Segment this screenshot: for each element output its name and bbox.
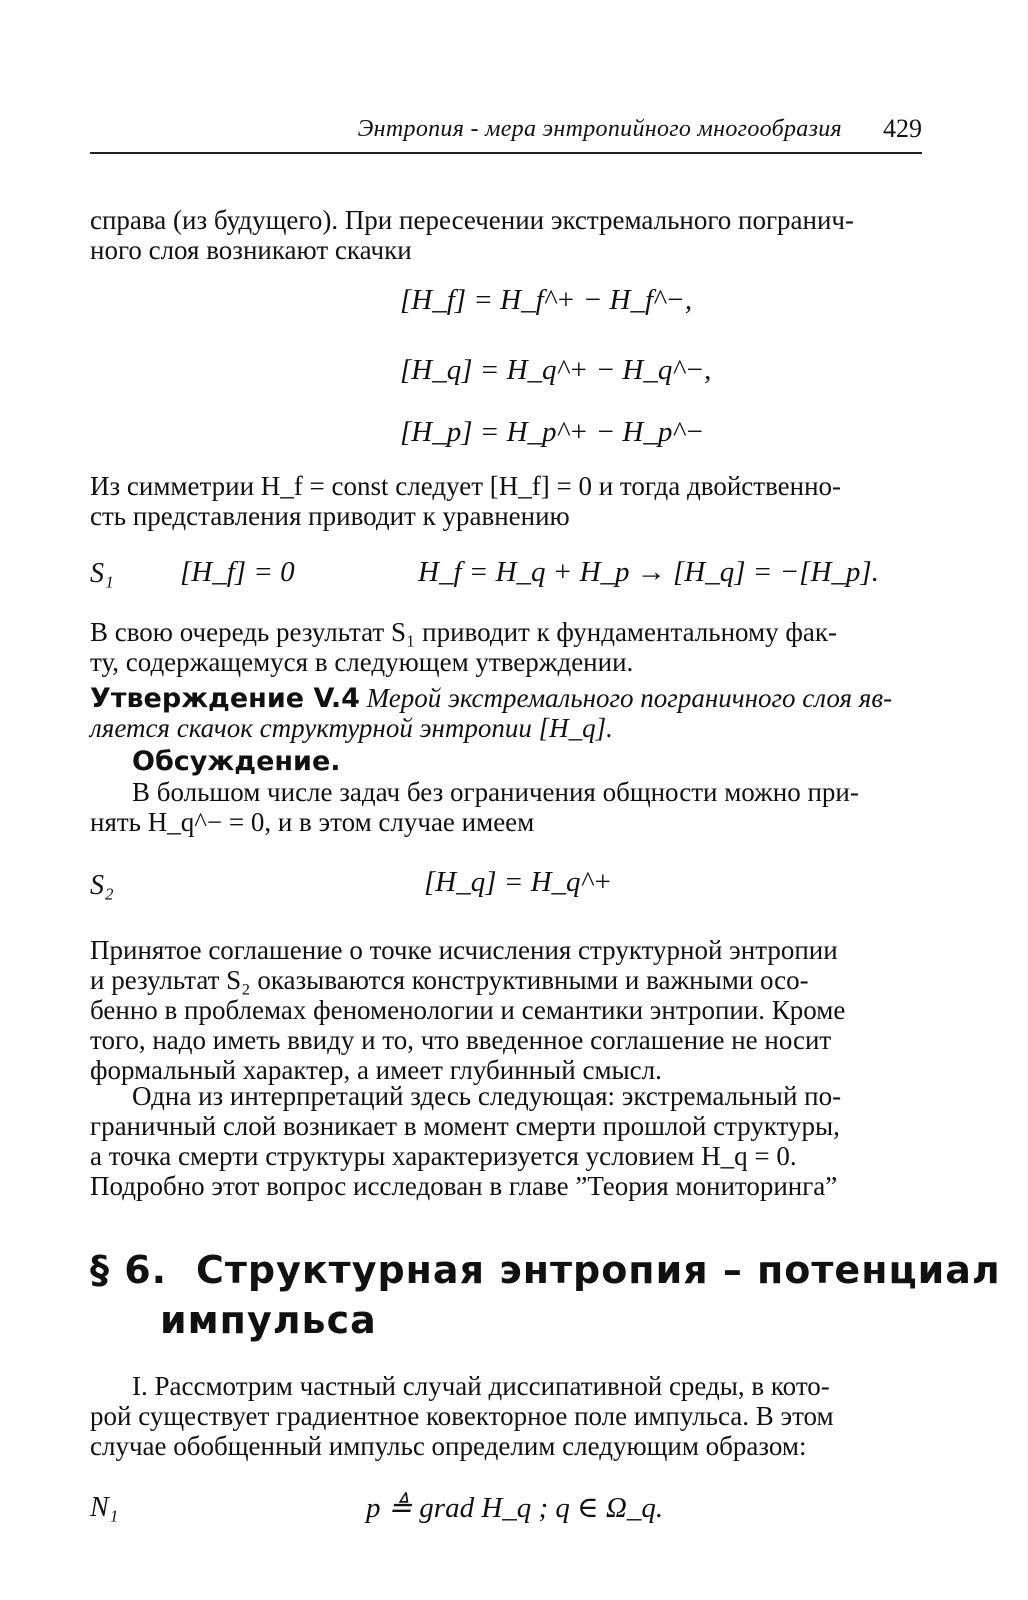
para1-line1: справа (из будущего). При пересечении экстремального погранич- xyxy=(90,205,855,235)
para5-line4: Подробно этот вопрос исследован в главе ”Теория мониторинга” xyxy=(90,1171,838,1201)
para4-line2: и результат S₂ оказываются конструктивными и важными осо- xyxy=(90,965,809,995)
running-header xyxy=(90,112,922,154)
para4-line5: формальный характер, а имеет глубинный смысл. xyxy=(90,1055,662,1085)
para5-line1: Одна из интерпретаций здесь следующая: экстремальный по- xyxy=(132,1081,842,1111)
equation-label-n1: N₁ xyxy=(90,1492,119,1523)
statement-heading: Утверждение V.4 xyxy=(90,683,360,714)
para2-line1: Из симметрии H_f = const следует [H_f] = 0 и тогда двойственно- xyxy=(90,471,842,501)
jump-equation-hp: [H_p] = H_p^+ − H_p^− xyxy=(400,416,705,448)
section-title-line1: Структурная энтропия – потенциал xyxy=(196,1248,1001,1292)
equation-label-s2: S₂ xyxy=(90,870,114,901)
para2-line2: сть представления приводит к уравнению xyxy=(90,501,570,531)
equation-s1-left: [H_f] = 0 xyxy=(180,556,295,588)
jump-equation-hf: [H_f] = H_f^+ − H_f^−, xyxy=(400,284,693,316)
jump-equation-hq: [H_q] = H_q^+ − H_q^−, xyxy=(400,354,712,386)
discussion-line1: В большом числе задач без ограничения общности можно при- xyxy=(132,777,859,807)
para6-line2: рой существует градиентное ковекторное поле импульса. В этом xyxy=(90,1401,834,1431)
para6-line3: случае обобщенный импульс определим следующим образом: xyxy=(90,1431,807,1461)
equation-n1: p ≜ grad H_q ; q ∈ Ω_q. xyxy=(366,1492,664,1524)
para1-line2: ного слоя возникают скачки xyxy=(90,235,412,265)
section-number: § 6. xyxy=(90,1248,168,1292)
para4-line4: того, надо иметь ввиду и то, что введенное соглашение не носит xyxy=(90,1025,832,1055)
para5-line2: граничный слой возникает в момент смерти прошлой структуры, xyxy=(90,1111,840,1141)
section-title-line2: импульса xyxy=(160,1298,377,1342)
statement-line2: ляется скачок структурной энтропии [H_q]. xyxy=(90,713,613,743)
equation-label-s1: S₁ xyxy=(90,558,114,589)
header-title: Энтропия - мера энтропийного многообразия xyxy=(357,116,842,142)
para5-line3: а точка смерти структуры характеризуется условием H_q = 0. xyxy=(90,1141,797,1171)
para6-line1: I. Рассмотрим частный случай диссипативной среды, в кото- xyxy=(132,1371,830,1401)
para3-line1: В свою очередь результат S₁ приводит к фундаментальному фак- xyxy=(90,617,837,647)
equation-s1-right: H_f = H_q + H_p → [H_q] = −[H_p]. xyxy=(418,556,879,588)
equation-s2: [H_q] = H_q^+ xyxy=(424,866,613,898)
statement-text-1: Мерой экстремального пограничного слоя яв- xyxy=(366,683,893,713)
page-number: 429 xyxy=(883,114,922,143)
para3-line2: ту, содержащемуся в следующем утверждении. xyxy=(90,647,634,677)
para4-line3: бенно в проблемах феноменологии и семантики энтропии. Кроме xyxy=(90,995,846,1025)
discussion-line2: нять H_q^− = 0, и в этом случае имеем xyxy=(90,807,535,837)
discussion-heading: Обсуждение. xyxy=(132,746,341,777)
para4-line1: Принятое соглашение о точке исчисления структурной энтропии xyxy=(90,935,838,965)
statement-line1 xyxy=(90,682,892,715)
